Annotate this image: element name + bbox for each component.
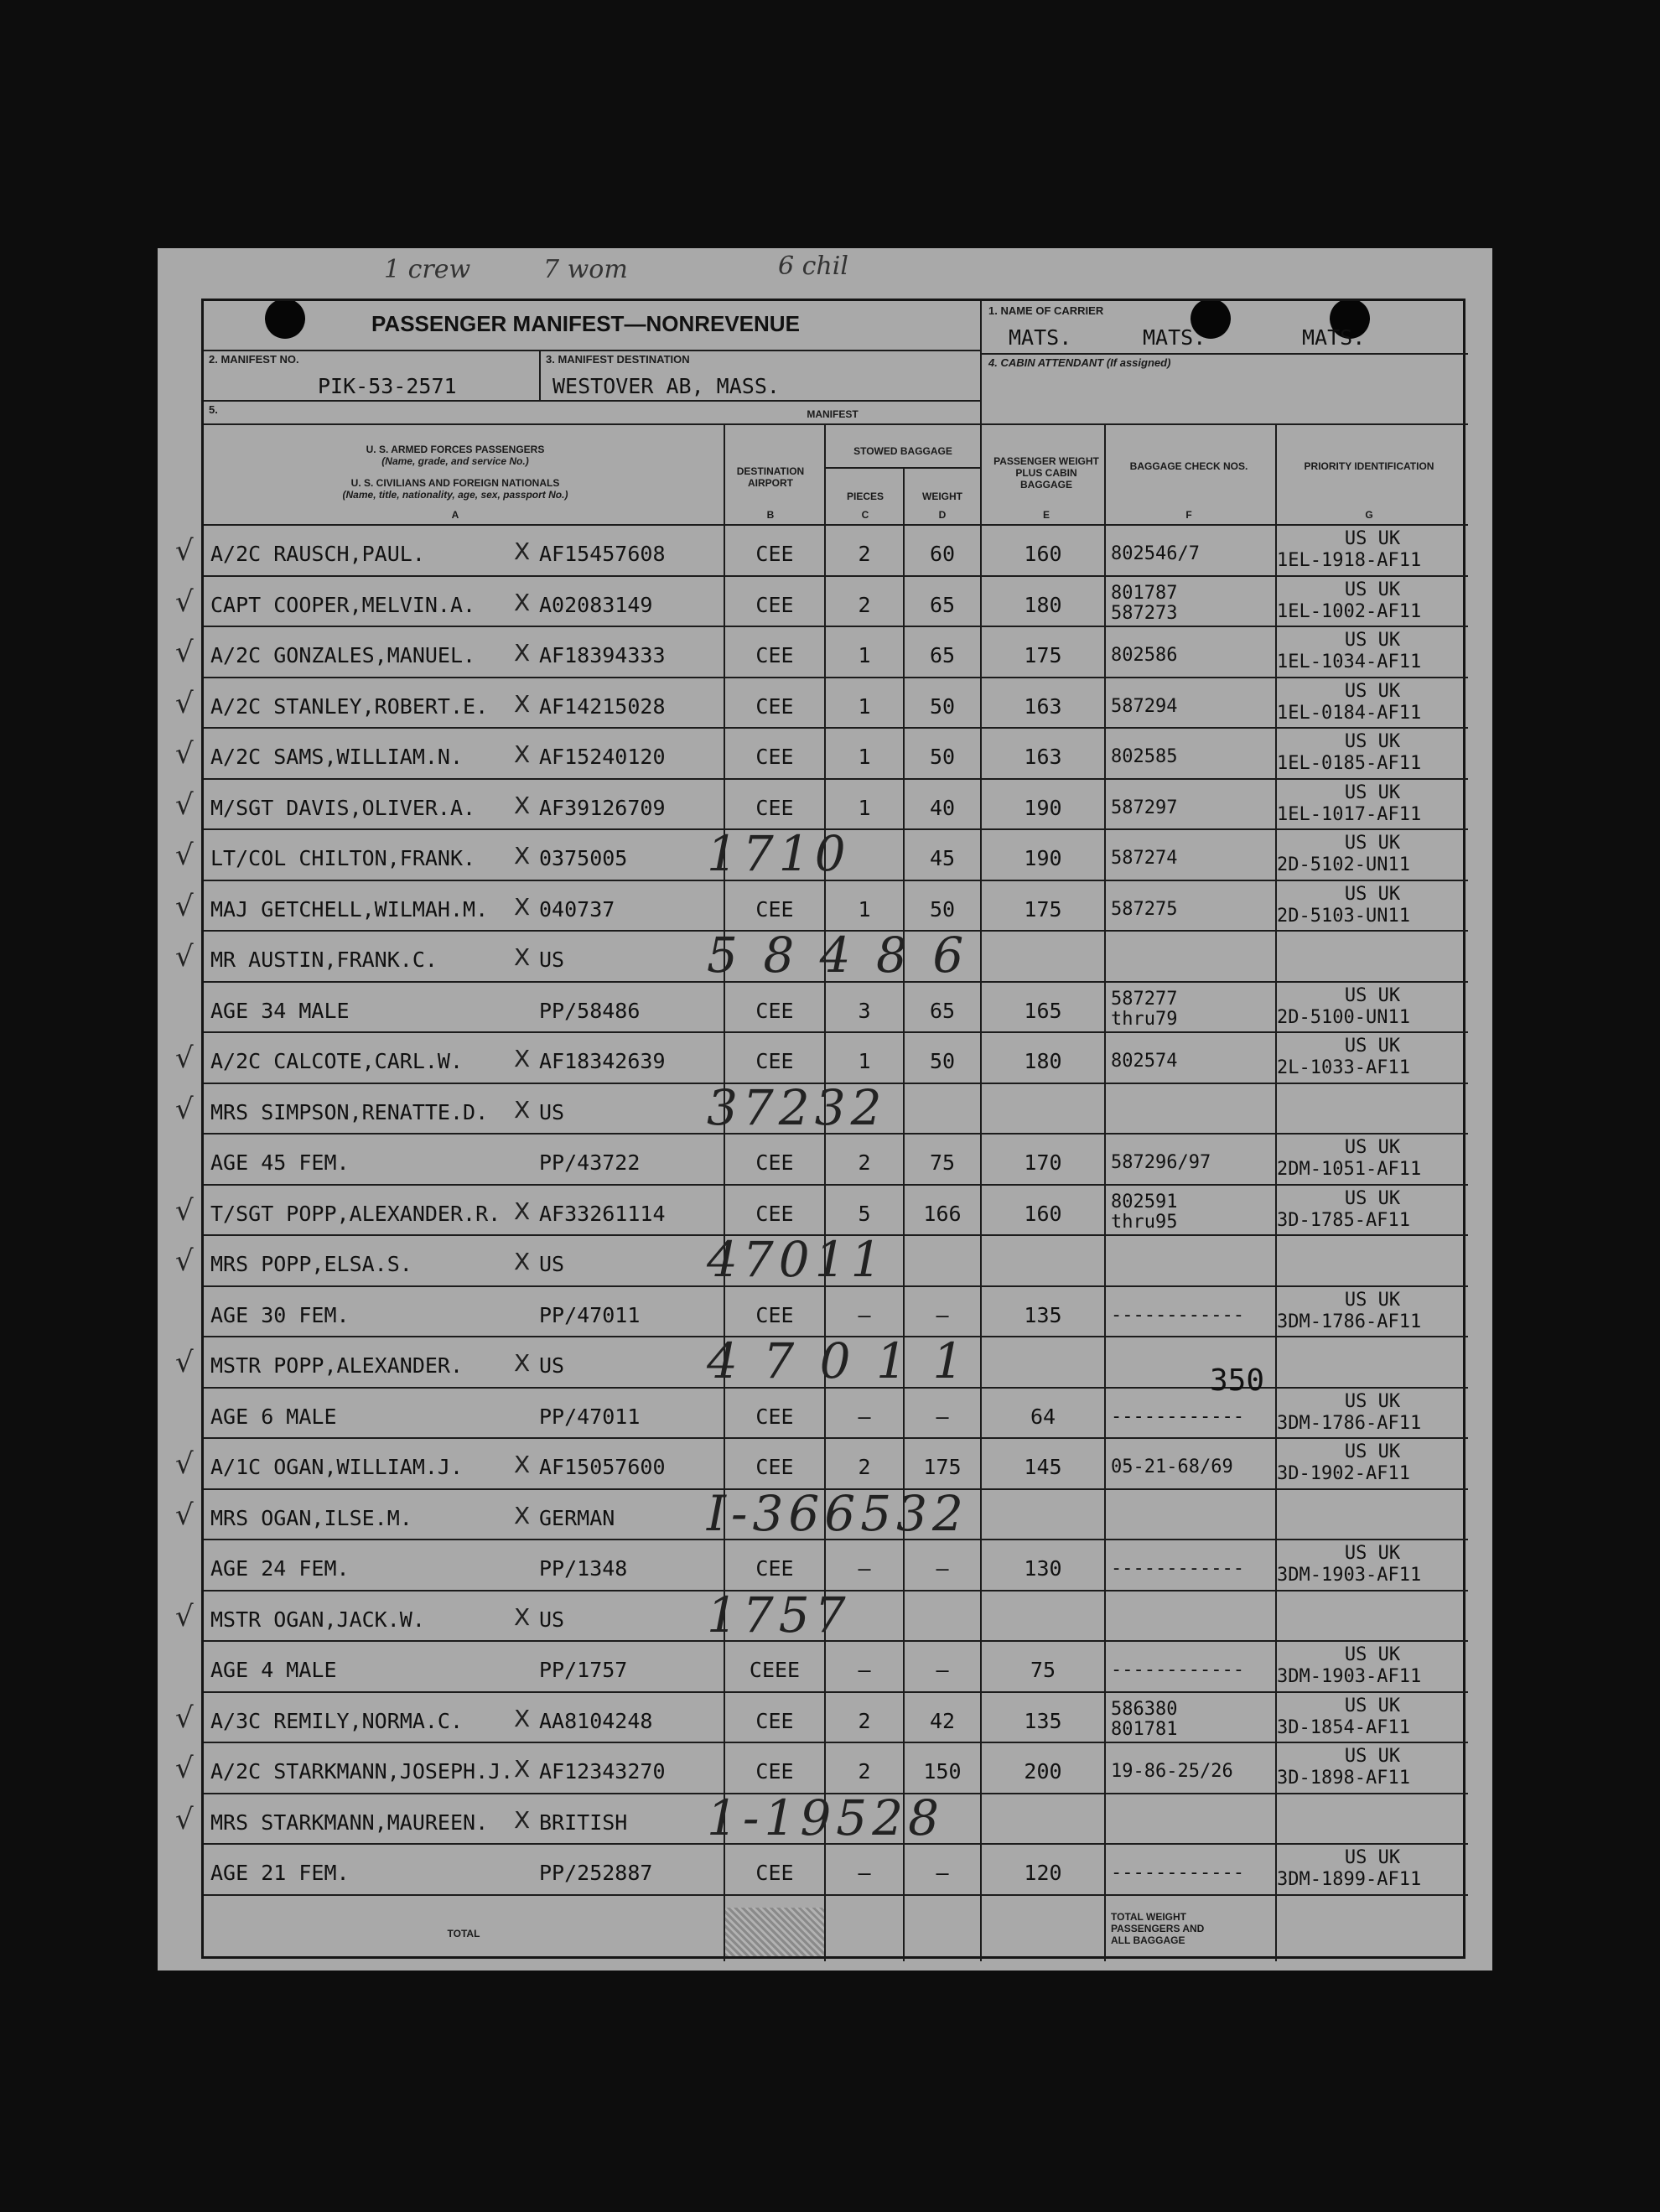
priority-id: 1EL-1017-AF11 bbox=[1277, 803, 1422, 825]
priority-country: US UK bbox=[1344, 1137, 1401, 1158]
passenger-name: MRS STARKMANN,MAUREEN. bbox=[210, 1810, 489, 1835]
baggage-check-number: 587294 bbox=[1111, 695, 1178, 717]
baggage-weight: 50 bbox=[929, 896, 956, 922]
baggage-weight: – bbox=[936, 1302, 949, 1327]
carrier-label: 1. NAME OF CARRIER bbox=[988, 304, 1104, 317]
header-destination-airport: DESTINATION AIRPORT bbox=[736, 465, 805, 489]
checkmark-icon: √ bbox=[175, 787, 194, 822]
row-divider bbox=[204, 626, 1468, 627]
total-weight-label: TOTAL WEIGHT PASSENGERS AND ALL BAGGAGE bbox=[1111, 1911, 1205, 1946]
priority-id: 3D-1898-AF11 bbox=[1277, 1768, 1410, 1789]
handwritten-x-mark: X bbox=[514, 892, 531, 921]
passenger-weight: 163 bbox=[1024, 693, 1062, 719]
passenger-weight: 165 bbox=[1024, 998, 1062, 1023]
passenger-weight: 190 bbox=[1024, 795, 1062, 820]
handwritten-x-mark: X bbox=[514, 689, 531, 718]
service-number: US bbox=[539, 1099, 565, 1124]
handwritten-passport-note: 1757 bbox=[707, 1586, 851, 1643]
header-baggage-check: BAGGAGE CHECK NOS. bbox=[1129, 460, 1248, 472]
baggage-pieces: – bbox=[858, 1556, 871, 1581]
priority-id: 3D-1785-AF11 bbox=[1277, 1209, 1410, 1231]
passenger-weight: 175 bbox=[1024, 896, 1062, 922]
baggage-pieces: 2 bbox=[858, 1759, 871, 1784]
handwritten-x-mark: X bbox=[514, 1704, 531, 1732]
passenger-weight: 180 bbox=[1024, 592, 1062, 617]
service-number: PP/252887 bbox=[539, 1861, 653, 1885]
baggage-pieces: 2 bbox=[858, 1708, 871, 1733]
service-number: PP/47011 bbox=[539, 1404, 641, 1429]
priority-country: US UK bbox=[1344, 1746, 1401, 1767]
handwritten-passport-note: 47011 bbox=[707, 1231, 887, 1288]
baggage-weight: 42 bbox=[929, 1708, 956, 1733]
column-letter-d: D bbox=[938, 509, 947, 521]
baggage-weight: 175 bbox=[923, 1455, 962, 1479]
baggage-weight: 60 bbox=[929, 542, 956, 566]
destination-airport: CEE bbox=[755, 896, 794, 922]
handwritten-crew-note: 1 crew bbox=[384, 255, 471, 284]
handwritten-x-mark: X bbox=[514, 1805, 531, 1834]
checkmark-icon: √ bbox=[175, 1447, 194, 1481]
manifest-sheet bbox=[158, 248, 1492, 1971]
priority-country: US UK bbox=[1344, 630, 1401, 651]
priority-country: US UK bbox=[1344, 1543, 1401, 1564]
destination-airport: CEE bbox=[755, 1201, 794, 1226]
passenger-name: M/SGT DAVIS,OLIVER.A. bbox=[210, 795, 476, 820]
service-number: AF15457608 bbox=[539, 542, 666, 566]
destination-airport: CEE bbox=[755, 643, 794, 667]
destination-airport: CEE bbox=[755, 1708, 794, 1733]
column-letter-c: C bbox=[861, 509, 869, 521]
service-number: AF15240120 bbox=[539, 745, 666, 769]
passenger-name: T/SGT POPP,ALEXANDER.R. bbox=[210, 1201, 501, 1226]
handwritten-x-mark: X bbox=[514, 1095, 531, 1124]
handwritten-passport-note: 1-19528 bbox=[707, 1789, 945, 1846]
priority-country: US UK bbox=[1344, 833, 1401, 854]
checkmark-icon: √ bbox=[175, 1346, 194, 1379]
service-number: AF18342639 bbox=[539, 1049, 666, 1073]
destination-label: 3. MANIFEST DESTINATION bbox=[546, 353, 690, 366]
priority-id: 1EL-0185-AF11 bbox=[1277, 753, 1422, 774]
checkmark-icon: √ bbox=[175, 1092, 194, 1126]
checkmark-icon: √ bbox=[175, 1599, 194, 1633]
service-number: AF33261114 bbox=[539, 1201, 666, 1226]
passenger-name: MSTR OGAN,JACK.W. bbox=[210, 1607, 425, 1632]
total-hatched-cell bbox=[725, 1908, 824, 1956]
service-number: A02083149 bbox=[539, 592, 653, 617]
destination-airport: CEE bbox=[755, 745, 794, 769]
destination-airport: CEE bbox=[755, 1861, 794, 1885]
service-number: BRITISH bbox=[539, 1810, 628, 1835]
passenger-weight: 120 bbox=[1024, 1861, 1062, 1885]
priority-id: 2DM-1051-AF11 bbox=[1277, 1159, 1422, 1180]
handwritten-x-mark: X bbox=[514, 588, 531, 616]
service-number: US bbox=[539, 948, 565, 972]
baggage-check-number: ------------ bbox=[1111, 1558, 1244, 1579]
destination-airport: CEEE bbox=[749, 1658, 801, 1682]
checkmark-icon: √ bbox=[175, 1802, 194, 1836]
handwritten-x-mark: X bbox=[514, 740, 531, 768]
passenger-name: AGE 6 MALE bbox=[210, 1404, 337, 1429]
priority-country: US UK bbox=[1344, 1289, 1401, 1311]
priority-id: 2D-5103-UN11 bbox=[1277, 905, 1410, 927]
baggage-pieces: 2 bbox=[858, 542, 871, 566]
checkmark-icon: √ bbox=[175, 839, 194, 872]
destination-airport: CEE bbox=[755, 1049, 794, 1073]
priority-country: US UK bbox=[1344, 1441, 1401, 1462]
baggage-weight: 75 bbox=[929, 1150, 956, 1175]
passenger-name: MSTR POPP,ALEXANDER. bbox=[210, 1353, 464, 1378]
column-letter-e: E bbox=[1042, 509, 1050, 521]
priority-country: US UK bbox=[1344, 781, 1401, 803]
baggage-check-number: 587297 bbox=[1111, 797, 1178, 818]
service-number: AF39126709 bbox=[539, 795, 666, 820]
handwritten-children-note: 6 chil bbox=[778, 252, 848, 281]
cabin-attendant-label: 4. CABIN ATTENDANT (If assigned) bbox=[988, 356, 1171, 369]
checkmark-icon: √ bbox=[175, 1193, 194, 1228]
passenger-name: A/2C RAUSCH,PAUL. bbox=[210, 542, 425, 566]
service-number: PP/1757 bbox=[539, 1658, 628, 1682]
handwritten-passport-note: I-366532 bbox=[707, 1484, 968, 1542]
passenger-name: AGE 4 MALE bbox=[210, 1658, 337, 1682]
row-divider bbox=[204, 575, 1468, 577]
margin-note: 350 bbox=[1210, 1363, 1265, 1398]
passenger-weight: 160 bbox=[1024, 542, 1062, 566]
destination-value: WESTOVER AB, MASS. bbox=[552, 374, 780, 398]
baggage-check-number-2: thru95 bbox=[1111, 1211, 1178, 1233]
baggage-weight: – bbox=[936, 1658, 949, 1682]
checkmark-icon: √ bbox=[175, 1498, 194, 1532]
priority-id: 3DM-1786-AF11 bbox=[1277, 1311, 1422, 1332]
baggage-check-number: 802585 bbox=[1111, 746, 1178, 767]
priority-id: 2L-1033-AF11 bbox=[1277, 1057, 1410, 1078]
baggage-weight: 150 bbox=[923, 1759, 962, 1784]
baggage-check-number: 801787 bbox=[1111, 582, 1178, 604]
service-number: AA8104248 bbox=[539, 1708, 653, 1733]
service-number: 0375005 bbox=[539, 846, 628, 870]
handwritten-x-mark: X bbox=[514, 1197, 531, 1225]
baggage-check-number: 586380 bbox=[1111, 1698, 1178, 1720]
header-passenger-weight: PASSENGER WEIGHT PLUS CABIN BAGGAGE bbox=[993, 455, 1099, 491]
service-number: AF12343270 bbox=[539, 1759, 666, 1784]
handwritten-x-mark: X bbox=[514, 1755, 531, 1783]
checkmark-icon: √ bbox=[175, 686, 194, 720]
passenger-name: MRS OGAN,ILSE.M. bbox=[210, 1505, 412, 1530]
passenger-name: A/1C OGAN,WILLIAM.J. bbox=[210, 1455, 464, 1479]
passenger-weight: 145 bbox=[1024, 1455, 1062, 1479]
checkmark-icon: √ bbox=[175, 636, 194, 669]
baggage-weight: 50 bbox=[929, 693, 956, 719]
passenger-name: MRS POPP,ELSA.S. bbox=[210, 1252, 412, 1276]
carrier-value: MATS. bbox=[1143, 325, 1206, 350]
destination-airport: CEE bbox=[755, 1455, 794, 1479]
passenger-name: AGE 24 FEM. bbox=[210, 1556, 350, 1581]
baggage-check-number: 802546/7 bbox=[1111, 543, 1200, 564]
priority-id: 1EL-0184-AF11 bbox=[1277, 702, 1422, 724]
handwritten-x-mark: X bbox=[514, 791, 531, 819]
column-letter-b: B bbox=[766, 509, 775, 521]
passenger-weight: 163 bbox=[1024, 745, 1062, 769]
header-priority: PRIORITY IDENTIFICATION bbox=[1304, 460, 1434, 472]
baggage-weight: 65 bbox=[929, 998, 956, 1023]
carrier-value: MATS. bbox=[1009, 325, 1072, 350]
handwritten-x-mark: X bbox=[514, 1451, 531, 1478]
passenger-weight: 170 bbox=[1024, 1150, 1062, 1175]
passenger-weight: 75 bbox=[1030, 1658, 1056, 1682]
handwritten-passport-note: 37232 bbox=[707, 1078, 887, 1136]
destination-airport: CEE bbox=[755, 1556, 794, 1581]
row-divider bbox=[204, 778, 1468, 780]
baggage-weight: – bbox=[936, 1861, 949, 1885]
baggage-pieces: 1 bbox=[858, 745, 871, 769]
passenger-weight: 190 bbox=[1024, 846, 1062, 870]
baggage-check-number: ------------ bbox=[1111, 1862, 1244, 1883]
baggage-pieces: – bbox=[858, 1404, 871, 1429]
checkmark-icon: √ bbox=[175, 940, 194, 974]
baggage-weight: 50 bbox=[929, 1049, 956, 1073]
priority-id: 3DM-1786-AF11 bbox=[1277, 1412, 1422, 1434]
baggage-check-number: 587277 bbox=[1111, 988, 1178, 1010]
passenger-weight: 160 bbox=[1024, 1201, 1062, 1226]
baggage-check-number: ------------ bbox=[1111, 1304, 1244, 1326]
baggage-pieces: – bbox=[858, 1658, 871, 1682]
passenger-name: AGE 30 FEM. bbox=[210, 1302, 350, 1327]
destination-airport: CEE bbox=[755, 1150, 794, 1175]
row-divider bbox=[204, 1691, 1468, 1693]
passenger-weight: 130 bbox=[1024, 1556, 1062, 1581]
header-stowed-baggage: STOWED BAGGAGE bbox=[853, 445, 952, 457]
row-divider bbox=[204, 727, 1468, 729]
service-number: AF18394333 bbox=[539, 643, 666, 667]
priority-country: US UK bbox=[1344, 579, 1401, 600]
passenger-weight: 64 bbox=[1030, 1404, 1056, 1429]
baggage-weight: 65 bbox=[929, 592, 956, 617]
handwritten-x-mark: X bbox=[514, 1045, 531, 1072]
passenger-name: A/2C STANLEY,ROBERT.E. bbox=[210, 693, 489, 719]
passenger-name: A/2C SAMS,WILLIAM.N. bbox=[210, 745, 464, 769]
destination-airport: CEE bbox=[755, 795, 794, 820]
priority-id: 3DM-1899-AF11 bbox=[1277, 1869, 1422, 1890]
handwritten-passport-note: 4 7 0 1 1 bbox=[707, 1332, 969, 1389]
service-number: PP/47011 bbox=[539, 1302, 641, 1327]
passenger-name: A/2C STARKMANN,JOSEPH.J. bbox=[210, 1759, 514, 1784]
checkmark-icon: √ bbox=[175, 584, 194, 619]
handwritten-passport-note: 1710 bbox=[707, 825, 851, 882]
handwritten-x-mark: X bbox=[514, 1501, 531, 1529]
priority-country: US UK bbox=[1344, 984, 1401, 1006]
baggage-weight: 65 bbox=[929, 643, 956, 667]
priority-id: 3D-1902-AF11 bbox=[1277, 1463, 1410, 1484]
service-number: US bbox=[539, 1252, 565, 1276]
baggage-check-number-2: thru79 bbox=[1111, 1008, 1178, 1030]
priority-country: US UK bbox=[1344, 680, 1401, 702]
row-divider bbox=[204, 1742, 1468, 1743]
baggage-weight: – bbox=[936, 1404, 949, 1429]
passenger-weight: 135 bbox=[1024, 1708, 1062, 1733]
row-divider bbox=[204, 677, 1468, 678]
baggage-pieces: 2 bbox=[858, 592, 871, 617]
service-number: 040737 bbox=[539, 896, 615, 922]
row-divider bbox=[204, 1437, 1468, 1439]
service-number: GERMAN bbox=[539, 1505, 615, 1530]
baggage-check-number-2: 801781 bbox=[1111, 1718, 1178, 1740]
column-letter-g: G bbox=[1365, 509, 1373, 521]
passenger-weight: 200 bbox=[1024, 1759, 1062, 1784]
handwritten-x-mark: X bbox=[514, 537, 531, 565]
passenger-name: MR AUSTIN,FRANK.C. bbox=[210, 948, 438, 972]
destination-airport: CEE bbox=[755, 1404, 794, 1429]
handwritten-x-mark: X bbox=[514, 639, 531, 667]
passenger-name: AGE 34 MALE bbox=[210, 998, 350, 1023]
baggage-pieces: – bbox=[858, 1302, 871, 1327]
passenger-name: CAPT COOPER,MELVIN.A. bbox=[210, 592, 476, 617]
baggage-weight: 40 bbox=[929, 795, 956, 820]
baggage-check-number: 802574 bbox=[1111, 1051, 1178, 1072]
handwritten-x-mark: X bbox=[514, 1602, 531, 1631]
baggage-weight: 166 bbox=[923, 1201, 962, 1226]
baggage-pieces: 2 bbox=[858, 1150, 871, 1175]
priority-country: US UK bbox=[1344, 1847, 1401, 1868]
priority-country: US UK bbox=[1344, 1644, 1401, 1665]
priority-country: US UK bbox=[1344, 1187, 1401, 1209]
baggage-check-number-2: 587273 bbox=[1111, 602, 1178, 624]
passenger-name: AGE 21 FEM. bbox=[210, 1861, 350, 1885]
passenger-weight: 135 bbox=[1024, 1302, 1062, 1327]
manifest-section-label: MANIFEST bbox=[807, 408, 859, 420]
baggage-check-number: 802586 bbox=[1111, 645, 1178, 666]
baggage-pieces: 1 bbox=[858, 643, 871, 667]
service-number: PP/1348 bbox=[539, 1556, 628, 1581]
baggage-pieces: 5 bbox=[858, 1201, 871, 1226]
passenger-name: A/3C REMILY,NORMA.C. bbox=[210, 1708, 464, 1733]
service-number: US bbox=[539, 1353, 565, 1378]
row-divider bbox=[204, 1031, 1468, 1033]
baggage-pieces: – bbox=[858, 1861, 871, 1885]
baggage-check-number: 05-21-68/69 bbox=[1111, 1456, 1233, 1477]
priority-id: 1EL-1034-AF11 bbox=[1277, 652, 1422, 672]
baggage-pieces: 2 bbox=[858, 1455, 871, 1479]
service-number: PP/43722 bbox=[539, 1150, 641, 1175]
manifest-no-label: 2. MANIFEST NO. bbox=[209, 353, 299, 366]
priority-country: US UK bbox=[1344, 883, 1401, 905]
baggage-pieces: 1 bbox=[858, 693, 871, 719]
checkmark-icon: √ bbox=[175, 1701, 194, 1735]
form-title: PASSENGER MANIFEST—NONREVENUE bbox=[371, 311, 800, 336]
priority-id: 2D-5102-UN11 bbox=[1277, 854, 1410, 875]
priority-id: 1EL-1918-AF11 bbox=[1277, 550, 1422, 571]
checkmark-icon: √ bbox=[175, 1244, 194, 1278]
checkmark-icon: √ bbox=[175, 1041, 194, 1075]
service-number: AF14215028 bbox=[539, 693, 666, 719]
form-frame bbox=[175, 299, 1465, 1959]
service-number: AF15057600 bbox=[539, 1455, 666, 1479]
baggage-check-number: 19-86-25/26 bbox=[1111, 1761, 1233, 1782]
header-armed-forces-detail: (Name, grade, and service No.) bbox=[381, 455, 529, 467]
passenger-name: MAJ GETCHELL,WILMAH.M. bbox=[210, 896, 489, 922]
column-letter-a: A bbox=[451, 509, 459, 521]
handwritten-passport-note: 5 8 4 8 6 bbox=[707, 927, 969, 984]
priority-id: 3D-1854-AF11 bbox=[1277, 1716, 1410, 1738]
baggage-check-number: 802591 bbox=[1111, 1191, 1178, 1212]
carrier-value: MATS. bbox=[1302, 325, 1366, 350]
baggage-pieces: 1 bbox=[858, 795, 871, 820]
baggage-check-number: 587296/97 bbox=[1111, 1152, 1211, 1173]
column-letter-f: F bbox=[1185, 509, 1192, 521]
baggage-check-number: 587275 bbox=[1111, 898, 1178, 920]
destination-airport: CEE bbox=[755, 1759, 794, 1784]
handwritten-x-mark: X bbox=[514, 842, 531, 870]
priority-id: 3DM-1903-AF11 bbox=[1277, 1565, 1422, 1586]
handwritten-women-note: 7 wom bbox=[543, 255, 628, 284]
service-number: PP/58486 bbox=[539, 998, 641, 1023]
handwritten-x-mark: X bbox=[514, 1349, 531, 1377]
destination-airport: CEE bbox=[755, 998, 794, 1023]
priority-id: 2D-5100-UN11 bbox=[1277, 1006, 1410, 1028]
checkmark-icon: √ bbox=[175, 534, 194, 568]
passenger-name: A/2C GONZALES,MANUEL. bbox=[210, 643, 476, 667]
baggage-pieces: 1 bbox=[858, 1049, 871, 1073]
handwritten-x-mark: X bbox=[514, 943, 531, 971]
priority-country: US UK bbox=[1344, 1036, 1401, 1057]
section-number: 5. bbox=[209, 403, 218, 416]
checkmark-icon: √ bbox=[175, 1752, 194, 1785]
service-number: US bbox=[539, 1607, 565, 1632]
total-label: TOTAL bbox=[447, 1928, 480, 1939]
passenger-name: MRS SIMPSON,RENATTE.D. bbox=[210, 1099, 489, 1124]
baggage-weight: 50 bbox=[929, 745, 956, 769]
header-weight: WEIGHT bbox=[922, 491, 962, 502]
header-armed-forces: U. S. ARMED FORCES PASSENGERS bbox=[366, 444, 545, 455]
priority-country: US UK bbox=[1344, 528, 1401, 549]
checkmark-icon: √ bbox=[175, 889, 194, 923]
baggage-weight: 45 bbox=[929, 846, 956, 870]
baggage-check-number: 587274 bbox=[1111, 848, 1178, 869]
destination-airport: CEE bbox=[755, 592, 794, 617]
baggage-weight: – bbox=[936, 1556, 949, 1581]
baggage-pieces: 1 bbox=[858, 896, 871, 922]
row-divider bbox=[204, 1184, 1468, 1186]
baggage-pieces: 3 bbox=[858, 998, 871, 1023]
priority-id: 3DM-1903-AF11 bbox=[1277, 1666, 1422, 1687]
manifest-no-value: PIK-53-2571 bbox=[318, 374, 457, 398]
destination-airport: CEE bbox=[755, 1302, 794, 1327]
baggage-check-number: ------------ bbox=[1111, 1405, 1244, 1427]
destination-airport: CEE bbox=[755, 693, 794, 719]
priority-country: US UK bbox=[1344, 1390, 1401, 1412]
checkmark-icon: √ bbox=[175, 737, 194, 771]
passenger-name: AGE 45 FEM. bbox=[210, 1150, 350, 1175]
priority-id: 1EL-1002-AF11 bbox=[1277, 600, 1422, 622]
header-civilians: U. S. CIVILIANS AND FOREIGN NATIONALS bbox=[350, 477, 560, 489]
passenger-weight: 180 bbox=[1024, 1049, 1062, 1073]
header-pieces: PIECES bbox=[846, 491, 884, 502]
header-civilians-detail: (Name, title, nationality, age, sex, passport No.) bbox=[342, 489, 568, 501]
passenger-weight: 175 bbox=[1024, 643, 1062, 667]
priority-country: US UK bbox=[1344, 731, 1401, 752]
destination-airport: CEE bbox=[755, 542, 794, 566]
handwritten-x-mark: X bbox=[514, 1248, 531, 1275]
baggage-check-number: ------------ bbox=[1111, 1659, 1244, 1680]
row-divider bbox=[204, 1894, 1468, 1896]
passenger-name: A/2C CALCOTE,CARL.W. bbox=[210, 1049, 464, 1073]
priority-country: US UK bbox=[1344, 1695, 1401, 1716]
passenger-name: LT/COL CHILTON,FRANK. bbox=[210, 846, 476, 870]
